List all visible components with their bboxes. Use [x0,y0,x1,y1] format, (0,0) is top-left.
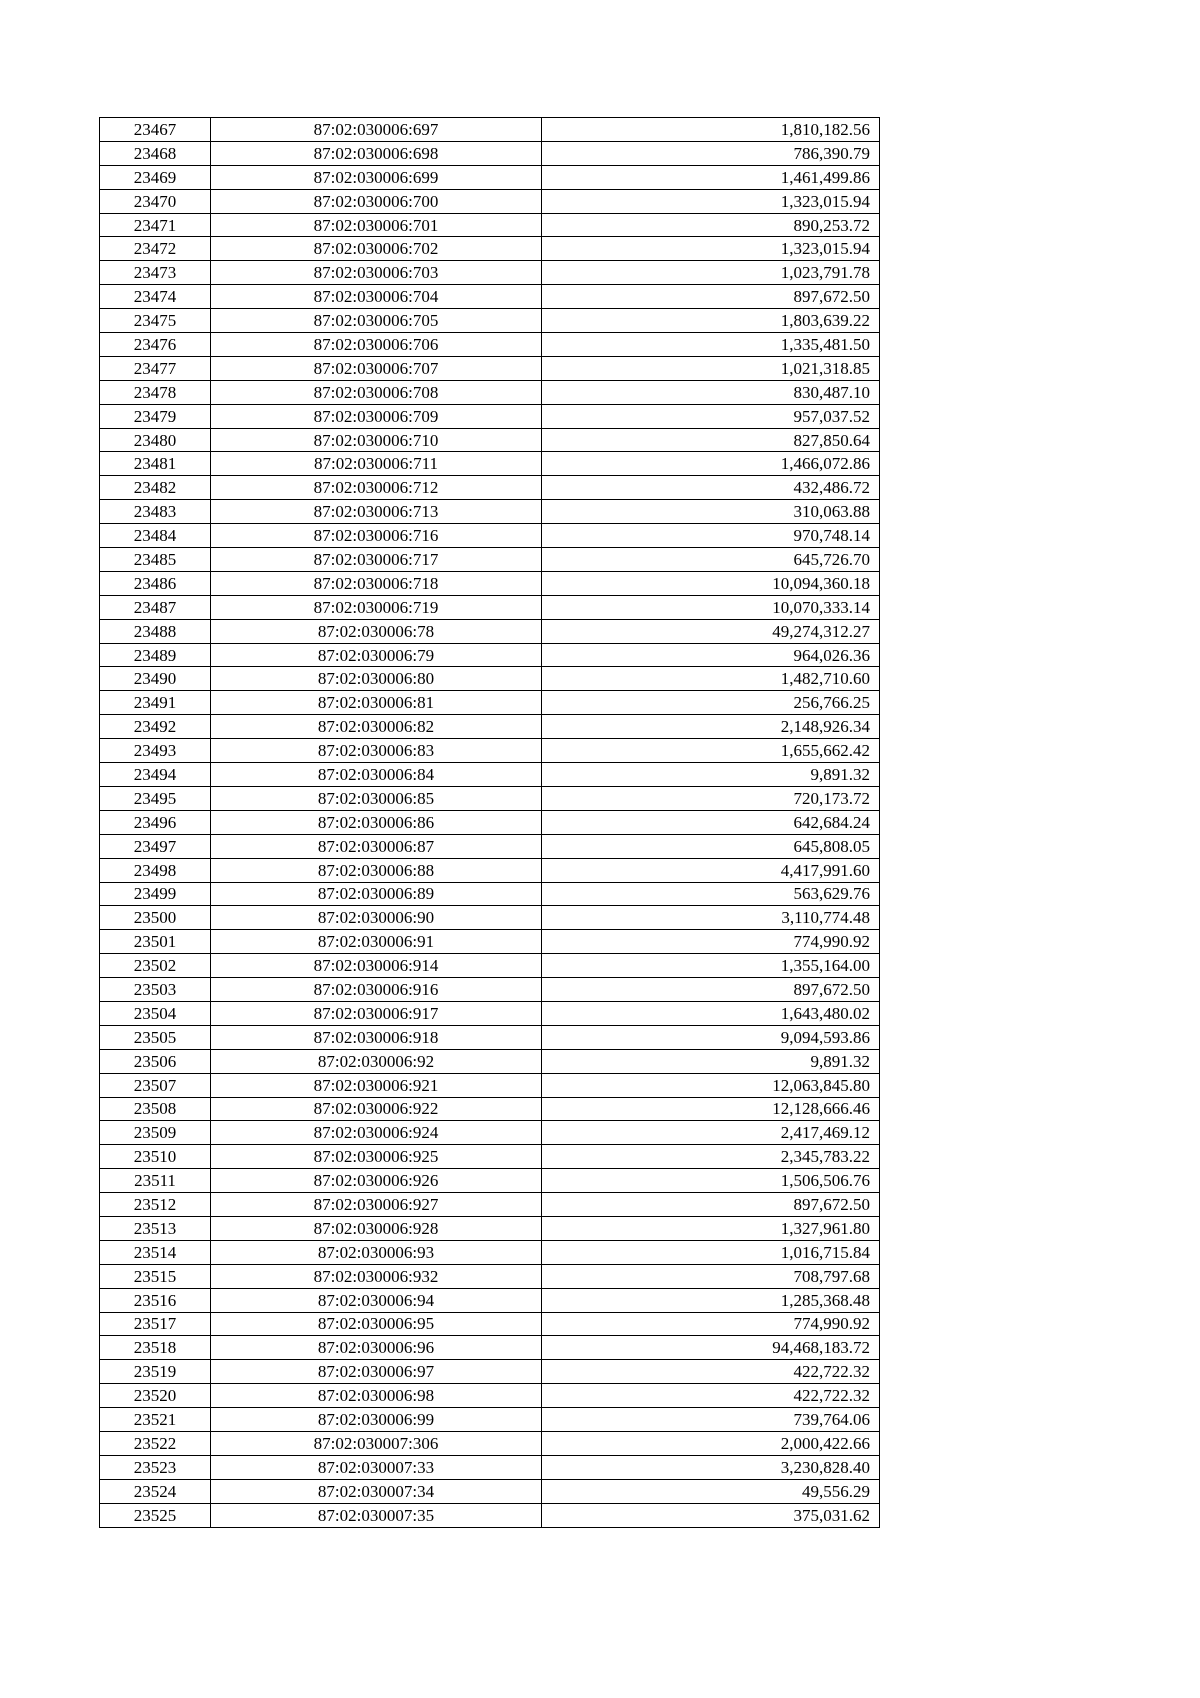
table-row [100,810,880,834]
table-row [100,1049,880,1073]
value-cell: 1,323,015.94 [542,237,880,261]
row-number-cell: 23472 [100,237,211,261]
table-row [100,978,880,1002]
row-number-cell: 23518 [100,1336,211,1360]
row-number-cell: 23521 [100,1408,211,1432]
cadastral-number-cell: 87:02:030006:90 [211,906,542,930]
table-row [100,309,880,333]
cadastral-number-cell: 87:02:030006:710 [211,428,542,452]
table-row [100,1001,880,1025]
cadastral-number-cell: 87:02:030006:921 [211,1073,542,1097]
row-number-cell: 23469 [100,165,211,189]
table-row [100,1073,880,1097]
value-cell: 563,629.76 [542,882,880,906]
table-row [100,285,880,309]
value-cell: 1,023,791.78 [542,261,880,285]
cadastral-number-cell: 87:02:030006:709 [211,404,542,428]
table-row [100,189,880,213]
value-cell: 830,487.10 [542,380,880,404]
table-row [100,595,880,619]
row-number-cell: 23488 [100,619,211,643]
table-row [100,1264,880,1288]
row-number-cell: 23510 [100,1145,211,1169]
row-number-cell: 23481 [100,452,211,476]
value-cell: 897,672.50 [542,285,880,309]
cadastral-number-cell: 87:02:030006:713 [211,500,542,524]
value-cell: 1,021,318.85 [542,356,880,380]
row-number-cell: 23519 [100,1360,211,1384]
table-row [100,548,880,572]
value-cell: 890,253.72 [542,213,880,237]
row-number-cell: 23505 [100,1025,211,1049]
value-cell: 2,000,422.66 [542,1431,880,1455]
row-number-cell: 23489 [100,643,211,667]
table-row [100,1288,880,1312]
cadastral-number-cell: 87:02:030006:711 [211,452,542,476]
row-number-cell: 23496 [100,810,211,834]
table-row [100,739,880,763]
data-table [99,117,880,1528]
cadastral-number-cell: 87:02:030006:706 [211,333,542,357]
value-cell: 422,722.32 [542,1360,880,1384]
value-cell: 1,355,164.00 [542,954,880,978]
value-cell: 774,990.92 [542,1312,880,1336]
row-number-cell: 23523 [100,1455,211,1479]
cadastral-number-cell: 87:02:030006:719 [211,595,542,619]
row-number-cell: 23495 [100,786,211,810]
cadastral-number-cell: 87:02:030006:81 [211,691,542,715]
row-number-cell: 23499 [100,882,211,906]
table-row [100,356,880,380]
row-number-cell: 23490 [100,667,211,691]
row-number-cell: 23502 [100,954,211,978]
table-row [100,858,880,882]
cadastral-number-cell: 87:02:030006:698 [211,141,542,165]
table-row [100,906,880,930]
value-cell: 1,461,499.86 [542,165,880,189]
cadastral-number-cell: 87:02:030006:924 [211,1121,542,1145]
value-cell: 3,230,828.40 [542,1455,880,1479]
row-number-cell: 23516 [100,1288,211,1312]
row-number-cell: 23484 [100,524,211,548]
row-number-cell: 23479 [100,404,211,428]
table-row [100,141,880,165]
cadastral-number-cell: 87:02:030006:94 [211,1288,542,1312]
value-cell: 4,417,991.60 [542,858,880,882]
cadastral-number-cell: 87:02:030006:927 [211,1193,542,1217]
table-row [100,715,880,739]
cadastral-number-cell: 87:02:030007:35 [211,1503,542,1527]
row-number-cell: 23477 [100,356,211,380]
row-number-cell: 23524 [100,1479,211,1503]
value-cell: 9,891.32 [542,1049,880,1073]
row-number-cell: 23471 [100,213,211,237]
table-row [100,1455,880,1479]
table-row [100,1193,880,1217]
table-row [100,930,880,954]
value-cell: 645,808.05 [542,834,880,858]
cadastral-number-cell: 87:02:030006:99 [211,1408,542,1432]
value-cell: 2,417,469.12 [542,1121,880,1145]
value-cell: 897,672.50 [542,1193,880,1217]
row-number-cell: 23487 [100,595,211,619]
table-row [100,1121,880,1145]
cadastral-number-cell: 87:02:030006:86 [211,810,542,834]
row-number-cell: 23512 [100,1193,211,1217]
table-row [100,786,880,810]
cadastral-number-cell: 87:02:030006:926 [211,1169,542,1193]
cadastral-number-cell: 87:02:030006:80 [211,667,542,691]
cadastral-number-cell: 87:02:030006:95 [211,1312,542,1336]
cadastral-number-cell: 87:02:030006:92 [211,1049,542,1073]
value-cell: 827,850.64 [542,428,880,452]
cadastral-number-cell: 87:02:030006:91 [211,930,542,954]
value-cell: 1,803,639.22 [542,309,880,333]
cadastral-number-cell: 87:02:030007:33 [211,1455,542,1479]
table-row [100,1169,880,1193]
value-cell: 49,274,312.27 [542,619,880,643]
value-cell: 1,327,961.80 [542,1216,880,1240]
value-cell: 256,766.25 [542,691,880,715]
cadastral-number-cell: 87:02:030006:700 [211,189,542,213]
value-cell: 2,345,783.22 [542,1145,880,1169]
value-cell: 12,128,666.46 [542,1097,880,1121]
cadastral-number-cell: 87:02:030006:82 [211,715,542,739]
cadastral-number-cell: 87:02:030006:708 [211,380,542,404]
value-cell: 9,094,593.86 [542,1025,880,1049]
cadastral-number-cell: 87:02:030006:83 [211,739,542,763]
table-body [100,118,880,1528]
row-number-cell: 23494 [100,763,211,787]
table-row [100,237,880,261]
table-row [100,261,880,285]
table-row [100,476,880,500]
row-number-cell: 23525 [100,1503,211,1527]
cadastral-number-cell: 87:02:030006:703 [211,261,542,285]
row-number-cell: 23476 [100,333,211,357]
value-cell: 1,643,480.02 [542,1001,880,1025]
row-number-cell: 23478 [100,380,211,404]
value-cell: 1,323,015.94 [542,189,880,213]
table-row [100,834,880,858]
row-number-cell: 23470 [100,189,211,213]
row-number-cell: 23501 [100,930,211,954]
table-row [100,571,880,595]
table-row [100,1312,880,1336]
cadastral-number-cell: 87:02:030006:717 [211,548,542,572]
row-number-cell: 23480 [100,428,211,452]
cadastral-number-cell: 87:02:030006:707 [211,356,542,380]
cadastral-number-cell: 87:02:030006:78 [211,619,542,643]
cadastral-number-cell: 87:02:030006:96 [211,1336,542,1360]
cadastral-number-cell: 87:02:030006:928 [211,1216,542,1240]
row-number-cell: 23486 [100,571,211,595]
cadastral-number-cell: 87:02:030007:34 [211,1479,542,1503]
table-row [100,404,880,428]
row-number-cell: 23498 [100,858,211,882]
value-cell: 3,110,774.48 [542,906,880,930]
table-row [100,1097,880,1121]
row-number-cell: 23522 [100,1431,211,1455]
cadastral-number-cell: 87:02:030007:306 [211,1431,542,1455]
row-number-cell: 23507 [100,1073,211,1097]
row-number-cell: 23513 [100,1216,211,1240]
table-row [100,1145,880,1169]
row-number-cell: 23504 [100,1001,211,1025]
value-cell: 897,672.50 [542,978,880,1002]
cadastral-number-cell: 87:02:030006:702 [211,237,542,261]
value-cell: 1,285,368.48 [542,1288,880,1312]
row-number-cell: 23503 [100,978,211,1002]
value-cell: 9,891.32 [542,763,880,787]
table-row [100,1431,880,1455]
row-number-cell: 23506 [100,1049,211,1073]
value-cell: 2,148,926.34 [542,715,880,739]
value-cell: 10,094,360.18 [542,571,880,595]
value-cell: 375,031.62 [542,1503,880,1527]
cadastral-number-cell: 87:02:030006:925 [211,1145,542,1169]
table-row [100,524,880,548]
table-row [100,333,880,357]
value-cell: 708,797.68 [542,1264,880,1288]
table-row [100,1216,880,1240]
cadastral-number-cell: 87:02:030006:93 [211,1240,542,1264]
row-number-cell: 23475 [100,309,211,333]
table-row [100,452,880,476]
row-number-cell: 23500 [100,906,211,930]
row-number-cell: 23515 [100,1264,211,1288]
row-number-cell: 23509 [100,1121,211,1145]
row-number-cell: 23514 [100,1240,211,1264]
cadastral-number-cell: 87:02:030006:917 [211,1001,542,1025]
table-row [100,428,880,452]
value-cell: 12,063,845.80 [542,1073,880,1097]
table-row [100,1360,880,1384]
value-cell: 720,173.72 [542,786,880,810]
value-cell: 432,486.72 [542,476,880,500]
value-cell: 970,748.14 [542,524,880,548]
row-number-cell: 23491 [100,691,211,715]
row-number-cell: 23493 [100,739,211,763]
value-cell: 1,506,506.76 [542,1169,880,1193]
cadastral-number-cell: 87:02:030006:84 [211,763,542,787]
cadastral-number-cell: 87:02:030006:697 [211,118,542,142]
table-row [100,643,880,667]
row-number-cell: 23474 [100,285,211,309]
cadastral-number-cell: 87:02:030006:85 [211,786,542,810]
table-row [100,380,880,404]
cadastral-number-cell: 87:02:030006:87 [211,834,542,858]
value-cell: 957,037.52 [542,404,880,428]
table-row [100,763,880,787]
cadastral-number-cell: 87:02:030006:97 [211,1360,542,1384]
cadastral-number-cell: 87:02:030006:918 [211,1025,542,1049]
value-cell: 1,466,072.86 [542,452,880,476]
value-cell: 10,070,333.14 [542,595,880,619]
table-row [100,1240,880,1264]
row-number-cell: 23511 [100,1169,211,1193]
row-number-cell: 23517 [100,1312,211,1336]
row-number-cell: 23467 [100,118,211,142]
value-cell: 310,063.88 [542,500,880,524]
cadastral-number-cell: 87:02:030006:922 [211,1097,542,1121]
cadastral-number-cell: 87:02:030006:916 [211,978,542,1002]
value-cell: 774,990.92 [542,930,880,954]
table-row [100,500,880,524]
table-row [100,1503,880,1527]
cadastral-number-cell: 87:02:030006:718 [211,571,542,595]
cadastral-number-cell: 87:02:030006:914 [211,954,542,978]
table-row [100,1384,880,1408]
cadastral-number-cell: 87:02:030006:701 [211,213,542,237]
value-cell: 422,722.32 [542,1384,880,1408]
table-row [100,667,880,691]
row-number-cell: 23483 [100,500,211,524]
value-cell: 739,764.06 [542,1408,880,1432]
table-row [100,213,880,237]
cadastral-number-cell: 87:02:030006:98 [211,1384,542,1408]
row-number-cell: 23482 [100,476,211,500]
row-number-cell: 23497 [100,834,211,858]
value-cell: 1,016,715.84 [542,1240,880,1264]
value-cell: 1,655,662.42 [542,739,880,763]
table-row [100,165,880,189]
cadastral-number-cell: 87:02:030006:79 [211,643,542,667]
value-cell: 786,390.79 [542,141,880,165]
cadastral-number-cell: 87:02:030006:88 [211,858,542,882]
value-cell: 1,335,481.50 [542,333,880,357]
value-cell: 642,684.24 [542,810,880,834]
row-number-cell: 23508 [100,1097,211,1121]
row-number-cell: 23485 [100,548,211,572]
value-cell: 1,482,710.60 [542,667,880,691]
cadastral-number-cell: 87:02:030006:712 [211,476,542,500]
table-row [100,1479,880,1503]
row-number-cell: 23492 [100,715,211,739]
table-row [100,1025,880,1049]
cadastral-number-cell: 87:02:030006:704 [211,285,542,309]
cadastral-number-cell: 87:02:030006:699 [211,165,542,189]
table-row [100,118,880,142]
value-cell: 1,810,182.56 [542,118,880,142]
row-number-cell: 23473 [100,261,211,285]
cadastral-number-cell: 87:02:030006:932 [211,1264,542,1288]
value-cell: 645,726.70 [542,548,880,572]
cadastral-number-cell: 87:02:030006:89 [211,882,542,906]
value-cell: 49,556.29 [542,1479,880,1503]
table-row [100,619,880,643]
table-row [100,691,880,715]
value-cell: 94,468,183.72 [542,1336,880,1360]
value-cell: 964,026.36 [542,643,880,667]
table-row [100,954,880,978]
table-row [100,1408,880,1432]
row-number-cell: 23520 [100,1384,211,1408]
table-row [100,1336,880,1360]
table-row [100,882,880,906]
cadastral-number-cell: 87:02:030006:705 [211,309,542,333]
row-number-cell: 23468 [100,141,211,165]
cadastral-number-cell: 87:02:030006:716 [211,524,542,548]
